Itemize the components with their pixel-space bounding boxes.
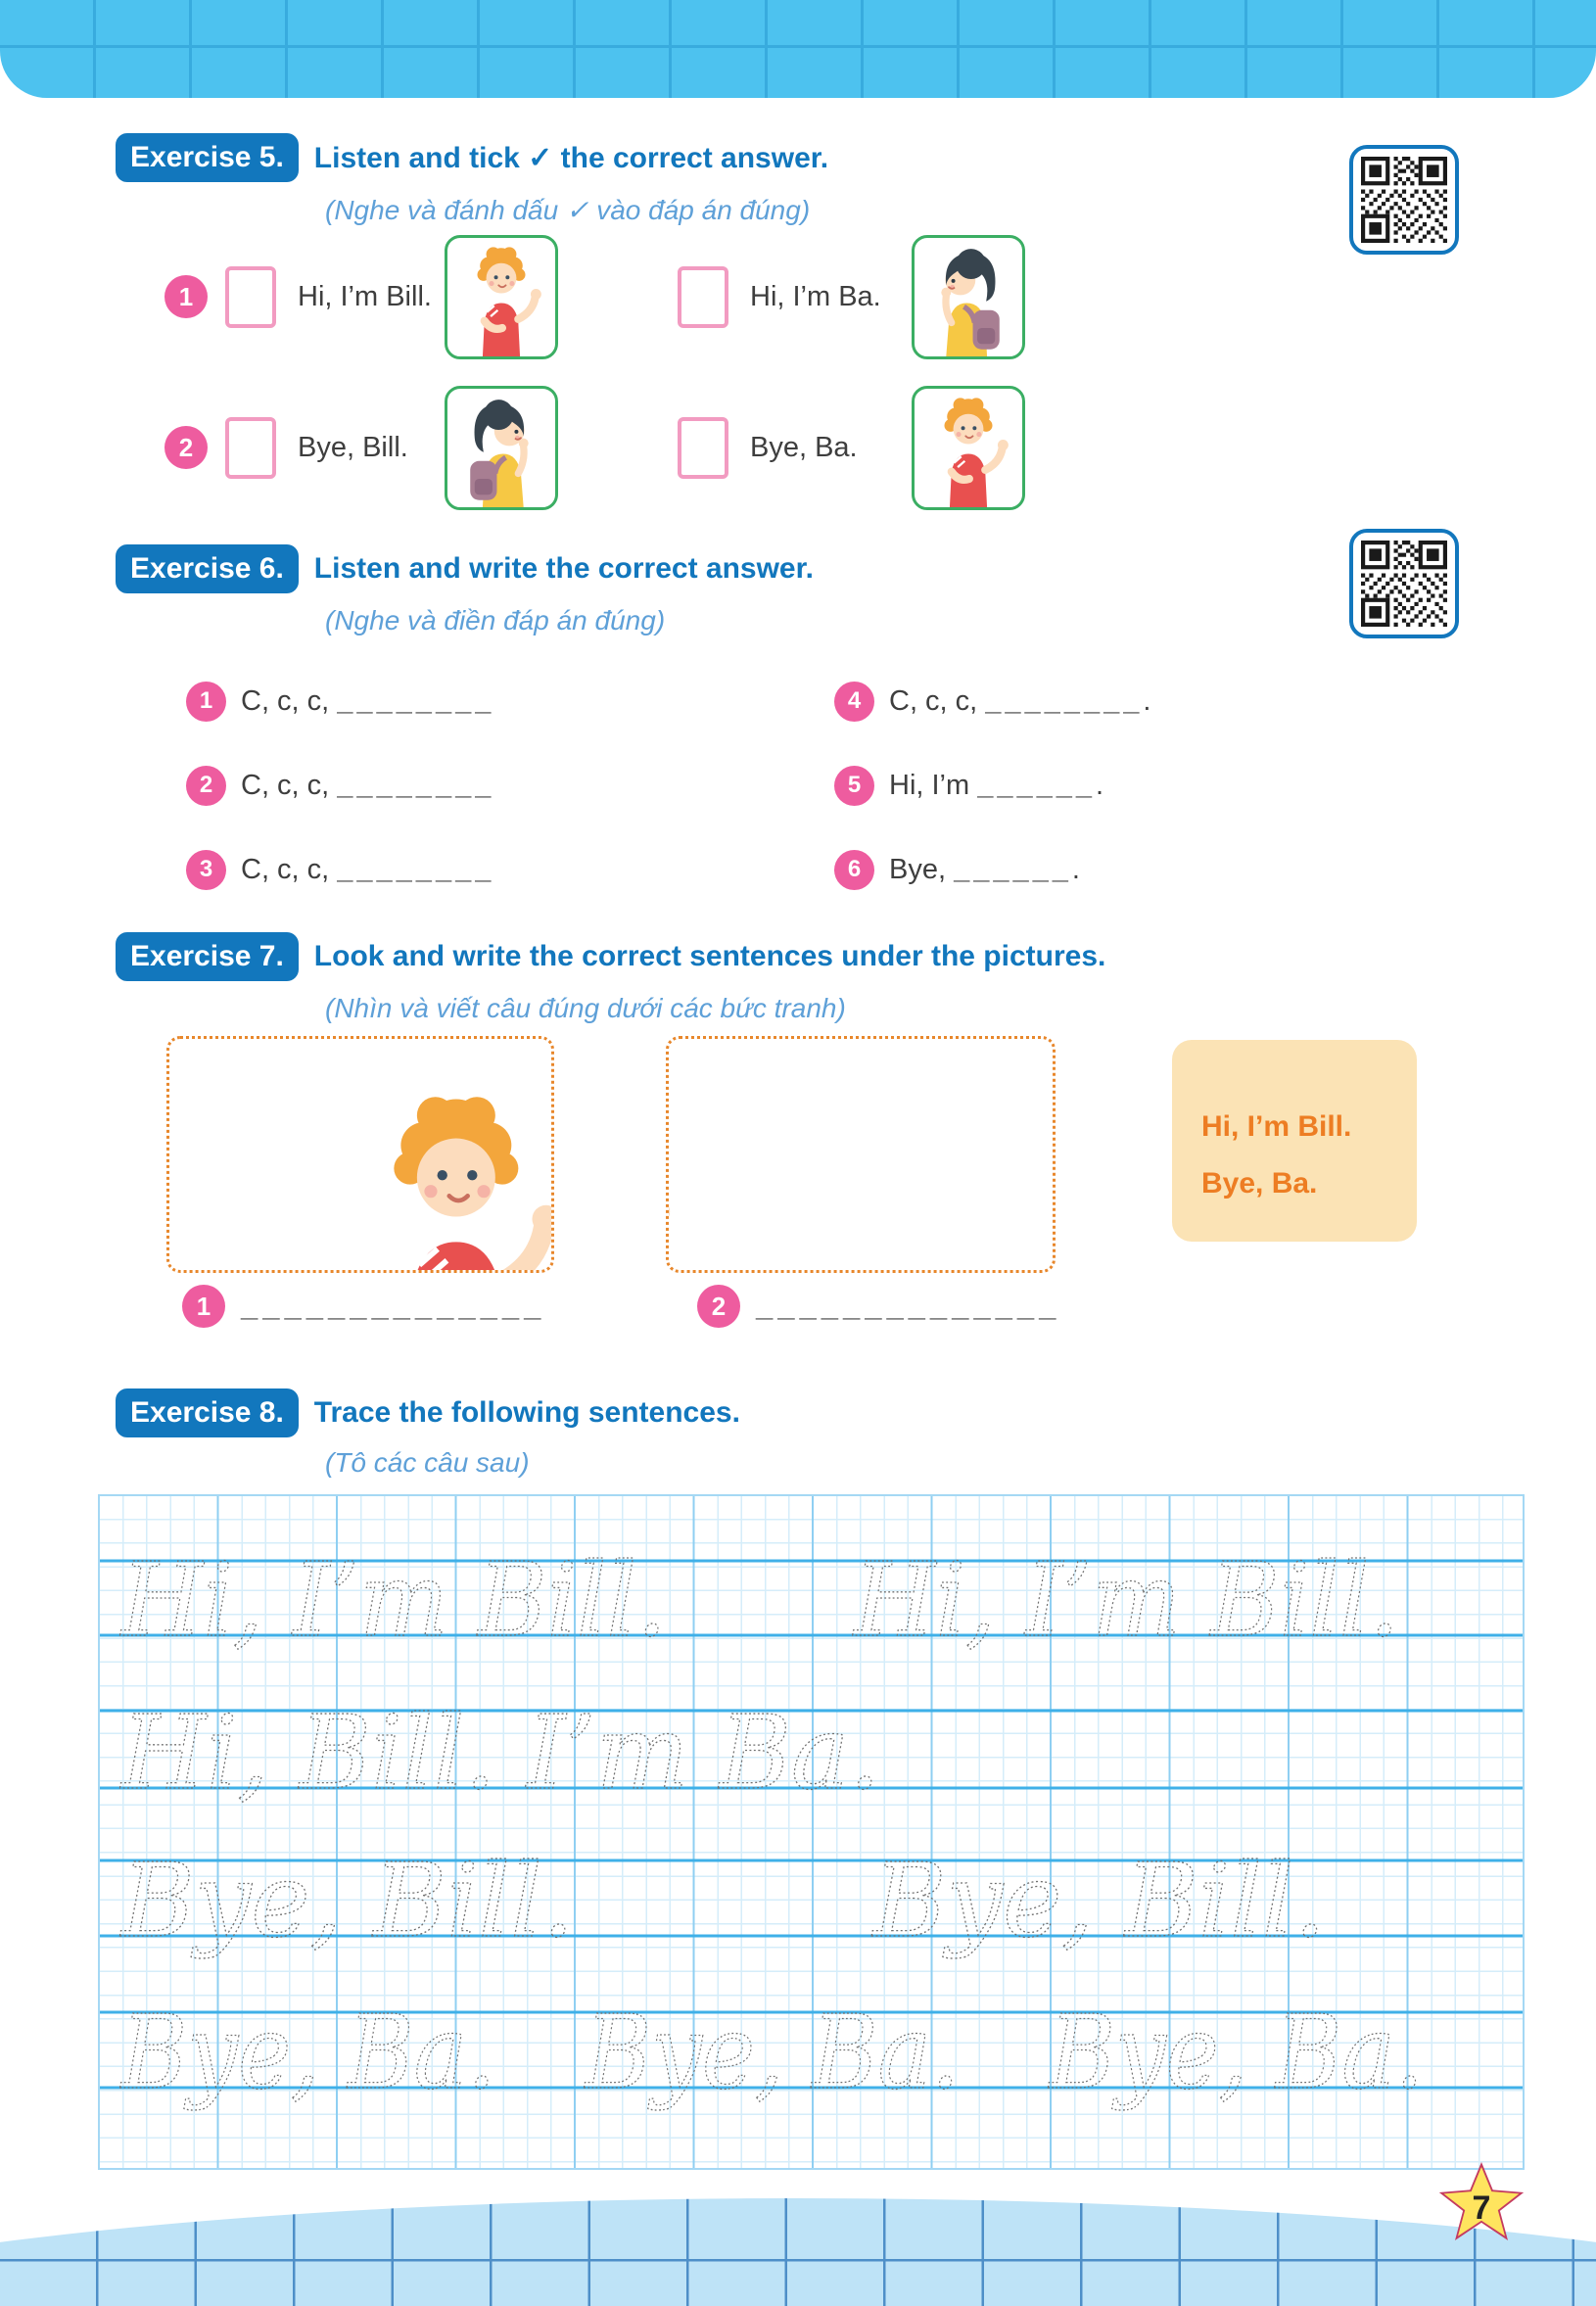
trace-text-2: Hi, Bill. I’m Ba.: [119, 1693, 880, 1812]
item-number-badge: 5: [834, 766, 874, 806]
exercise5-badge: Exercise 5.: [116, 133, 299, 182]
item-text: Hi, I’m ______.: [889, 769, 1104, 801]
word-bank-line: Bye, Ba.: [1201, 1167, 1318, 1200]
exercise8-badge: Exercise 8.: [116, 1388, 299, 1437]
exercise7-blank-2: [697, 1281, 1060, 1332]
exercise6-badge: Exercise 6.: [116, 544, 299, 593]
qr-code-pattern: [1361, 541, 1447, 627]
qr-code-pattern: [1361, 157, 1447, 243]
bottom-border-decoration: [0, 2198, 1596, 2306]
exercise5-header: [116, 133, 828, 182]
item-number-badge: 4: [834, 682, 874, 722]
answer-blank[interactable]: ________: [337, 684, 495, 717]
option-label: Hi, I’m Bill.: [298, 280, 432, 312]
trace-text-3: Bye, Bill. Bye, Bill.: [119, 1841, 1327, 1960]
ba-backpack-illustration: [917, 241, 1019, 356]
answer-checkbox-2a[interactable]: [225, 417, 276, 479]
trace-lines-overlay: [100, 1496, 1523, 2168]
trace-text-1: Hi, I’m Bill. Hi, I’m Bill.: [119, 1540, 1400, 1660]
exercise7-blank-1: [182, 1281, 545, 1332]
exercise6-subtitle: (Nghe và điền đáp án đúng): [325, 605, 666, 635]
bill-meets-ba-illustration: [169, 1048, 551, 1270]
item-number-badge: 1: [186, 682, 226, 722]
exercise8-header: [116, 1388, 740, 1437]
option-label: Bye, Ba.: [750, 431, 858, 463]
exercise5-item-2: [164, 384, 1025, 511]
qr-code-exercise6[interactable]: [1349, 529, 1459, 638]
exercise6-item-4: [834, 676, 1150, 727]
item-number-badge: 1: [182, 1285, 225, 1328]
item-number-badge: 2: [186, 766, 226, 806]
write-line-2[interactable]: ______________: [756, 1289, 1061, 1323]
ba-waving-illustration: [450, 392, 552, 507]
picture-frame: [445, 386, 558, 510]
exercise6-item-5: [834, 760, 1103, 811]
exercise6-item-6: [834, 844, 1080, 895]
picture-card-2: [666, 1036, 1056, 1273]
ba-waves-bill-illustration: [669, 1048, 1053, 1270]
word-bank: [1172, 1040, 1417, 1242]
page-number-star: [1437, 2162, 1526, 2246]
exercise8-subtitle: (Tô các câu sau): [325, 1447, 530, 1478]
answer-blank[interactable]: ________: [985, 684, 1144, 717]
exercise5-title: Listen and tick ✓ the correct answer.: [313, 141, 829, 174]
option-label: Bye, Bill.: [298, 431, 408, 463]
answer-blank[interactable]: ______: [977, 769, 1096, 801]
bill-waving-illustration: [917, 392, 1019, 507]
item-number-badge: 3: [186, 850, 226, 890]
item-text: C, c, c, ________: [241, 853, 495, 885]
exercise6-item-3: [186, 844, 494, 895]
exercise5-item-1: [164, 233, 1025, 360]
item-number-badge: 6: [834, 850, 874, 890]
picture-card-1: [166, 1036, 554, 1273]
item-text: Bye, ______.: [889, 853, 1080, 885]
exercise7-header: [116, 932, 1105, 981]
item-number-badge: 2: [164, 426, 208, 469]
word-bank-line: Hi, I’m Bill.: [1201, 1110, 1352, 1143]
exercise7-title: Look and write the correct sentences under the pictures.: [313, 940, 1106, 972]
picture-frame: [912, 386, 1025, 510]
exercise6-title: Listen and write the correct answer.: [313, 552, 814, 585]
write-line-1[interactable]: ______________: [241, 1289, 546, 1323]
exercise8-title: Trace the following sentences.: [313, 1396, 740, 1429]
bill-greeting-illustration: [450, 241, 552, 356]
exercise6-header: [116, 544, 814, 593]
answer-blank[interactable]: ______: [954, 853, 1072, 885]
exercise7-badge: Exercise 7.: [116, 932, 299, 981]
exercise6-item-2: [186, 760, 494, 811]
qr-code-exercise5[interactable]: [1349, 145, 1459, 255]
answer-blank[interactable]: ________: [337, 769, 495, 801]
item-text: C, c, c, ________: [241, 684, 495, 717]
item-number-badge: 2: [697, 1285, 740, 1328]
picture-frame: [912, 235, 1025, 359]
handwriting-grid[interactable]: [98, 1494, 1525, 2170]
option-label: Hi, I’m Ba.: [750, 280, 881, 312]
answer-checkbox-1a[interactable]: [225, 266, 276, 328]
picture-frame: [445, 235, 558, 359]
answer-blank[interactable]: ________: [337, 853, 495, 885]
exercise5-subtitle: (Nghe và đánh dấu ✓ vào đáp án đúng): [325, 195, 811, 225]
answer-checkbox-2b[interactable]: [678, 417, 728, 479]
item-text: C, c, c, ________: [241, 769, 495, 801]
item-text: C, c, c, ________.: [889, 684, 1151, 717]
exercise6-item-1: [186, 676, 494, 727]
exercise7-subtitle: (Nhìn và viết câu đúng dưới các bức tranh): [325, 993, 846, 1023]
item-number-badge: 1: [164, 275, 208, 318]
page-number: 7: [1472, 2188, 1491, 2227]
answer-checkbox-1b[interactable]: [678, 266, 728, 328]
trace-text-4: Bye, Ba. Bye, Ba. Bye, Ba.: [119, 1993, 1424, 2112]
top-border-decoration: [0, 0, 1596, 98]
